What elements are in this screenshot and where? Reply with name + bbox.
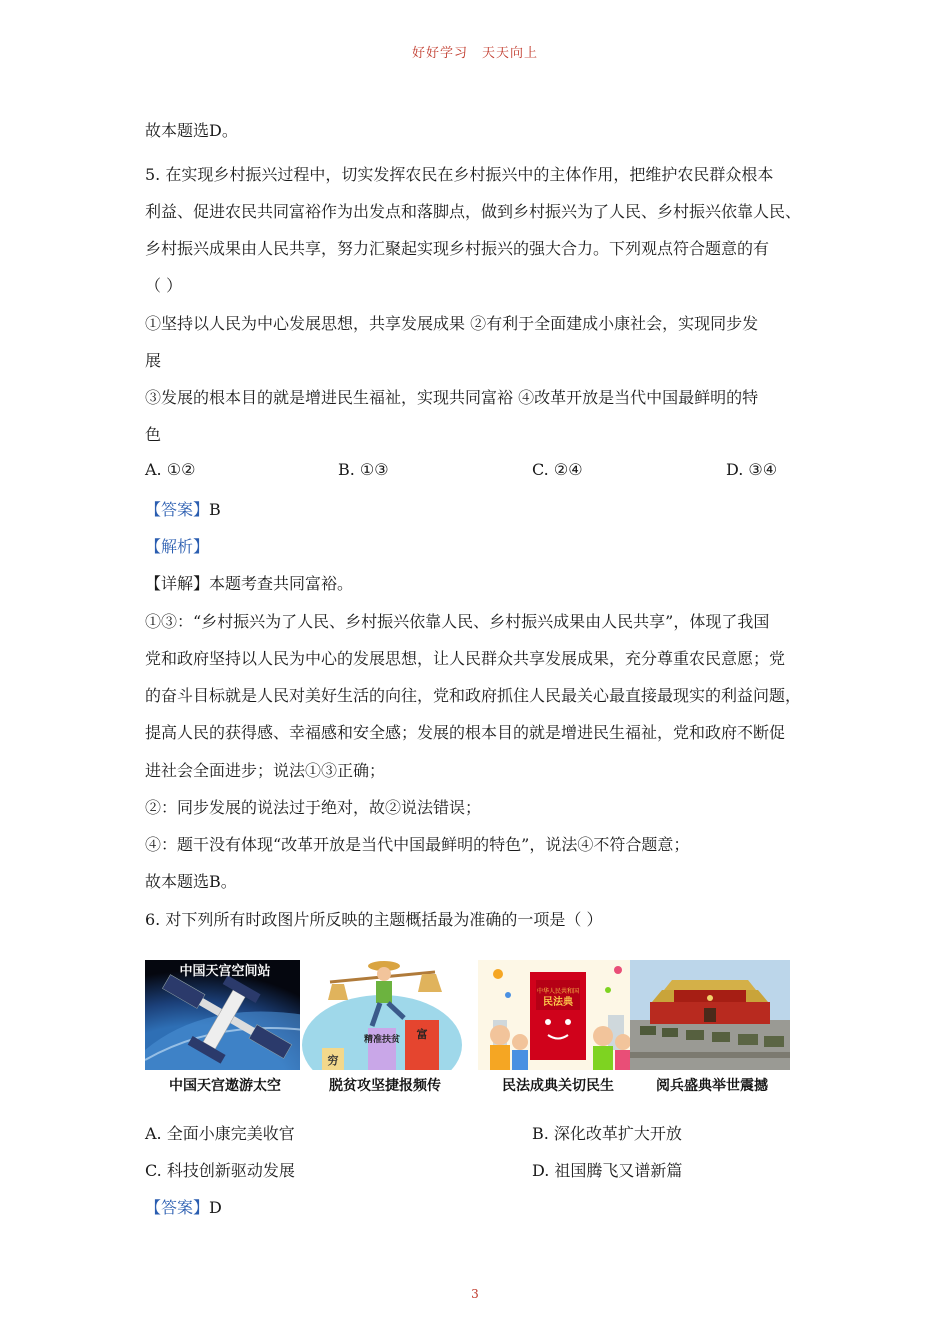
answer-value: B: [209, 500, 221, 519]
explain-line-3: 的奋斗目标就是人民对美好生活的向往，党和政府抓住人民最关心最直接最现实的利益问题，: [145, 686, 802, 705]
image-1-caption: 中国天宫遨游太空: [169, 1078, 281, 1094]
q6-option-b: B. 深化改革扩大开放: [532, 1124, 682, 1143]
q5-stem-line-3: 乡村振兴成果由人民共享，努力汇聚起实现乡村振兴的强大合力。下列观点符合题意的有: [145, 239, 770, 258]
image-3-caption: 民法成典关切民生: [502, 1078, 614, 1094]
q6-answer: [145, 1195, 222, 1218]
q5-statement-3-4: ③发展的根本目的就是增进民生福祉，实现共同富裕 ④改革开放是当代中国最鲜明的特: [145, 388, 759, 407]
page-header: [0, 42, 950, 61]
q5-statement-1-2: ①坚持以人民为中心发展思想，共享发展成果 ②有利于全面建成小康社会，实现同步发: [145, 314, 759, 333]
q5-blank: （ ）: [145, 276, 183, 295]
explain-line-2: 党和政府坚持以人民为中心的发展思想，让人民群众共享发展成果，充分尊重农民意愿；党: [145, 649, 786, 668]
analysis-tag: 【解析】: [145, 537, 210, 556]
q6-option-c: C. 科技创新驱动发展: [145, 1161, 295, 1180]
page-number: 3: [471, 1287, 479, 1301]
q5-option-d: D. ③④: [726, 460, 778, 479]
q5-option-a: A. ①②: [145, 460, 196, 479]
space-station-image: [145, 960, 305, 1070]
q5-statement-3-4-cont: 色: [145, 425, 162, 444]
q6-option-d: D. 祖国腾飞又谱新篇: [532, 1161, 683, 1180]
book-title: 中华人民共和国: [536, 988, 580, 995]
image-4-caption: 阅兵盛典举世震撼: [656, 1078, 768, 1094]
q5-answer: [145, 497, 221, 520]
precise-label: 精准扶贫: [363, 1035, 401, 1045]
explain-line-6: ②：同步发展的说法过于绝对，故②说法错误；: [145, 798, 482, 817]
rich-label: 富: [416, 1028, 428, 1041]
explain-line-7: ④：题干没有体现“改革开放是当代中国最鲜明的特色”，说法④不符合题意；: [145, 835, 690, 854]
q6-option-a: A. 全面小康完美收官: [145, 1124, 295, 1143]
header-right: 天天向上: [482, 46, 539, 61]
answer-value: D: [209, 1198, 222, 1217]
q6-image-row: [145, 960, 805, 1110]
q5-option-c: C. ②④: [532, 460, 583, 479]
explain-line-1: ①③：“乡村振兴为了人民、乡村振兴依靠人民、乡村振兴成果由人民共享”，体现了我国: [145, 612, 770, 631]
space-station-label: 中国天宫空间站: [179, 964, 271, 979]
detail-tag: 【详解】: [145, 574, 210, 593]
military-parade-image: [630, 960, 790, 1070]
q5-stem-line-2: 利益、促进农民共同富裕作为出发点和落脚点，做到乡村振兴为了人民、乡村振兴依靠人民、: [145, 202, 802, 221]
explain-line-4: 提高人民的获得感、幸福感和安全感；发展的根本目的就是增进民生福祉，党和政府不断促: [145, 723, 786, 742]
q5-statement-1-2-cont: 展: [145, 351, 162, 370]
explain-line-5: 进社会全面进步；说法①③正确；: [145, 761, 386, 780]
explain-line-8: 故本题选B。: [145, 872, 237, 891]
q6-stem: 6. 对下列所有时政图片所反映的主题概括最为准确的一项是（ ）: [145, 910, 603, 929]
q5-stem-line-1: 5. 在实现乡村振兴过程中，切实发挥农民在乡村振兴中的主体作用，把维护农民群众根本: [145, 165, 774, 184]
poverty-cartoon-image: [300, 960, 465, 1070]
prev-conclusion: 故本题选D。: [145, 121, 238, 140]
book-name: 民法典: [543, 997, 573, 1008]
header-left: 好好学习: [411, 46, 468, 61]
detail-text: 本题考查共同富裕。: [209, 574, 354, 593]
image-2-caption: 脱贫攻坚捷报频传: [329, 1078, 441, 1094]
answer-tag: 【答案】: [145, 500, 210, 519]
q5-option-b: B. ①③: [338, 460, 389, 479]
answer-tag: 【答案】: [145, 1198, 210, 1217]
civil-code-image: [478, 960, 638, 1070]
detail-line: [145, 571, 353, 594]
poor-label: 穷: [327, 1054, 339, 1067]
